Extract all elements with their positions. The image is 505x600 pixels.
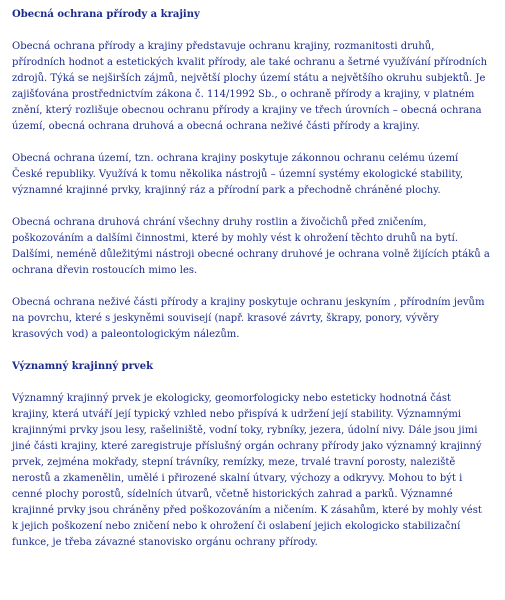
paragraph: Obecná ochrana neživé části přírody a krajiny poskytuje ochranu jeskyním , přírodním jevům na povrchu, které s jeskyněmi souvisejí (např. krasové závrty, škrapy, ponory, vývěry krasových vod) a paleontologickým nálezům.	[12, 297, 485, 340]
paragraph: Obecná ochrana druhová chrání všechny druhy rostlin a živočichů před zničením, poškozováním a dalšími činnostmi, které by mohly vést k ohrožení těchto druhů na bytí. Dalšími, neméně důležitými nástroji obecné ochrany druhové je ochrana volně žijících ptáků a ochrana dřevin rostoucích mimo les.	[12, 217, 490, 276]
section-heading: Významný krajinný prvek	[12, 361, 154, 372]
document-page	[12, 7, 490, 567]
section-heading: Obecná ochrana přírody a krajiny	[12, 9, 200, 20]
section-obecna-ochrana	[12, 7, 490, 343]
paragraph: Významný krajinný prvek je ekologicky, geomorfologicky nebo esteticky hodnotná část krajiny, která utváří její typický vzhled nebo přispívá k udržení její stability. Významnými krajinnými prvky jsou lesy, rašeliniště, vodní toky, rybníky, jezera, údolní nivy. Dále jsou jimi jiné části krajiny, které zaregistruje příslušný orgán ochrany přírody jako významný krajinný prvek, zejména mokřady, stepní trávníky, remízky, meze, trvalé travní porosty, naleziště nerostů a zkamenělin, umělé i přirozené skalní útvary, výchozy a odkryvy. Mohou to být i cenné plochy porostů, sídelních útvarů, včetně historických zahrad a parků. Významné krajinné prvky jsou chráněny před poškozováním a ničením. K zásahům, které by mohly vést k jejich poškození nebo zničení nebo k ohrožení či oslabení jejich ekologicko stabilizační funkce, je třeba závazné stanovisko orgánu ochrany přírody.	[12, 393, 482, 548]
paragraph: Obecná ochrana území, tzn. ochrana krajiny poskytuje zákonnou ochranu celému území České republiky. Využívá k tomu několika nástrojů – územní systémy ekologické stability, významné krajinné prvky, krajinný ráz a přírodní park a přechodně chráněné plochy.	[12, 153, 464, 196]
paragraph: Obecná ochrana přírody a krajiny představuje ochranu krajiny, rozmanitosti druhů, přírodních hodnot a estetických kvalit přírody, ale také ochranu a šetrné využívání přírodních zdrojů. Týká se nejširších zájmů, největší plochy území státu a největšího okruhu subjektů. Je zajišťována prostřednictvím zákona č. 114/1992 Sb., o ochraně přírody a krajiny, v platném znění, který rozlišuje obecnou ochranu přírody a krajiny ve třech úrovních – obecná ochrana území, obecná ochrana druhová a obecná ochrana neživé části přírody a krajiny.	[12, 41, 488, 132]
section-vyznamny-krajinny-prvek	[12, 359, 490, 551]
